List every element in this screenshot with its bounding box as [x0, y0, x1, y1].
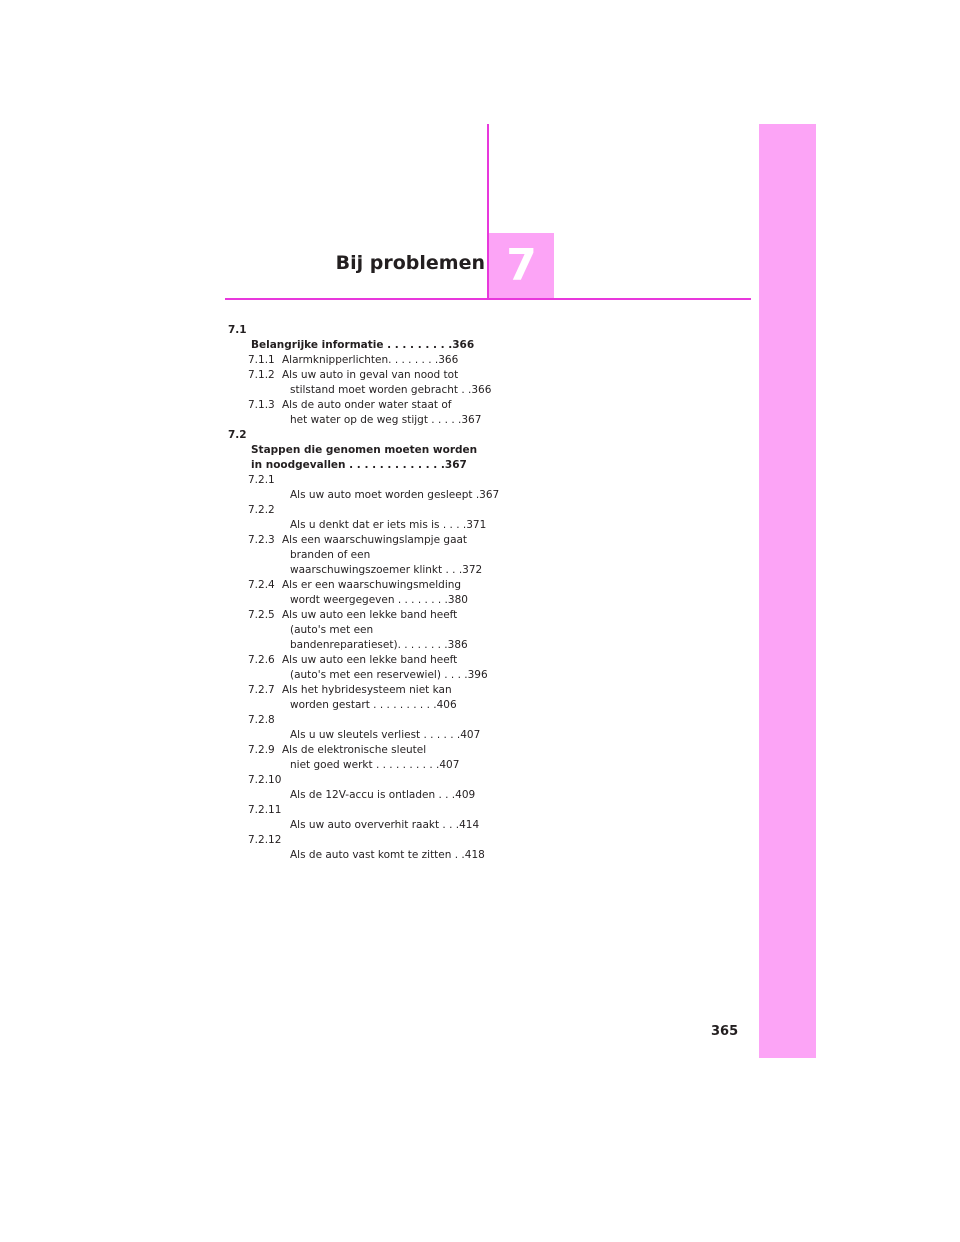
toc-entry-text: wordt weergegeven . . . . . . . .380: [290, 594, 468, 606]
toc-subsection-entry[interactable]: [248, 773, 476, 803]
toc-subsection-entry[interactable]: [248, 683, 468, 713]
chapter-number: 7: [506, 239, 537, 291]
toc-entry-number: 7.2.4: [248, 579, 275, 591]
header-horizontal-rule: [225, 298, 751, 300]
toc-entry-text: Als uw auto een lekke band heeft: [282, 654, 458, 666]
toc-entry-number: 7.1: [228, 324, 247, 336]
toc-subsection-entry[interactable]: [248, 713, 481, 743]
toc-entry-number: 7.1.2: [248, 369, 275, 381]
toc-entry-number: 7.2.2: [248, 504, 275, 516]
toc-entry-number: 7.2.8: [248, 714, 275, 726]
toc-entry-text: stilstand moet worden gebracht . .366: [290, 384, 492, 396]
toc-entry-number: 7.2.9: [248, 744, 275, 756]
toc-entry-number: 7.2.6: [248, 654, 275, 666]
toc-entry-text: waarschuwingszoemer klinkt . . .372: [290, 564, 483, 576]
toc-entry-text: Als u denkt dat er iets mis is . . . .371: [290, 519, 487, 531]
toc-entry-text: Als uw auto in geval van nood tot: [282, 369, 459, 381]
toc-entry-number: 7.1.1: [248, 354, 275, 366]
chapter-side-tab: [759, 124, 816, 1058]
toc-entry-number: 7.2.10: [248, 774, 282, 786]
toc-entry-text: Als de 12V-accu is ontladen . . .409: [290, 789, 476, 801]
toc-subsection-entry[interactable]: [248, 608, 468, 653]
toc-entry-text: Als uw auto een lekke band heeft: [282, 609, 458, 621]
toc-entry-number: 7.2.11: [248, 804, 282, 816]
toc-subsection-entry[interactable]: [248, 533, 483, 578]
toc-entry-text: Als het hybridesysteem niet kan: [282, 684, 452, 696]
toc-subsection-entry[interactable]: [248, 833, 485, 863]
toc-subsection-entry[interactable]: [248, 803, 480, 833]
toc-section-entry[interactable]: [228, 428, 478, 473]
toc-subsection-entry[interactable]: [248, 503, 487, 533]
toc-section-entry[interactable]: [228, 323, 475, 353]
toc-entry-text: Als uw auto moet worden gesleept .367: [290, 489, 500, 501]
toc-entry-text: Alarmknipperlichten. . . . . . . .366: [282, 354, 459, 366]
toc-entry-text: niet goed werkt . . . . . . . . . .407: [290, 759, 460, 771]
toc-entry-text: Als de elektronische sleutel: [282, 744, 427, 756]
page-number: 365: [711, 1024, 739, 1039]
toc-entry-number: 7.1.3: [248, 399, 275, 411]
toc-subsection-entry[interactable]: [248, 353, 468, 368]
toc-subsection-entry[interactable]: [248, 473, 500, 503]
chapter-title: Bij problemen: [335, 252, 485, 274]
toc-entry-text: worden gestart . . . . . . . . . .406: [290, 699, 457, 711]
toc-subsection-entry[interactable]: [248, 398, 482, 428]
toc-entry-text: Als de auto vast komt te zitten . .418: [290, 849, 485, 861]
toc-entry-text: Als de auto onder water staat of: [282, 399, 452, 411]
chapter-number-box: [489, 233, 554, 298]
toc-entry-number: 7.2.12: [248, 834, 282, 846]
toc-entry-text: Als een waarschuwingslampje gaat: [282, 534, 468, 546]
toc-entry-text: (auto's met een reservewiel) . . . .396: [290, 669, 488, 681]
toc-entry-text: bandenreparatieset). . . . . . . .386: [290, 639, 468, 651]
toc-entry-text: Belangrijke informatie . . . . . . . . .366: [251, 339, 475, 351]
toc-entry-number: 7.2.1: [248, 474, 275, 486]
table-of-contents: [228, 323, 500, 863]
toc-entry-number: 7.2: [228, 429, 247, 441]
toc-entry-text: het water op de weg stijgt . . . . .367: [290, 414, 482, 426]
toc-entry-text: Als u uw sleutels verliest . . . . . .407: [290, 729, 481, 741]
toc-entry-text: in noodgevallen . . . . . . . . . . . . .367: [251, 459, 467, 471]
toc-entry-text: (auto's met een: [290, 624, 374, 636]
toc-entry-text: Als er een waarschuwingsmelding: [282, 579, 462, 591]
toc-entry-number: 7.2.3: [248, 534, 275, 546]
toc-subsection-entry[interactable]: [248, 368, 492, 398]
toc-entry-text: Als uw auto oververhit raakt . . .414: [290, 819, 480, 831]
toc-entry-number: 7.2.5: [248, 609, 275, 621]
toc-subsection-entry[interactable]: [248, 578, 468, 608]
toc-entry-number: 7.2.7: [248, 684, 275, 696]
toc-entry-text: branden of een: [290, 549, 371, 561]
toc-subsection-entry[interactable]: [248, 743, 468, 773]
toc-entry-text: Stappen die genomen moeten worden: [251, 444, 478, 456]
toc-subsection-entry[interactable]: [248, 653, 488, 683]
